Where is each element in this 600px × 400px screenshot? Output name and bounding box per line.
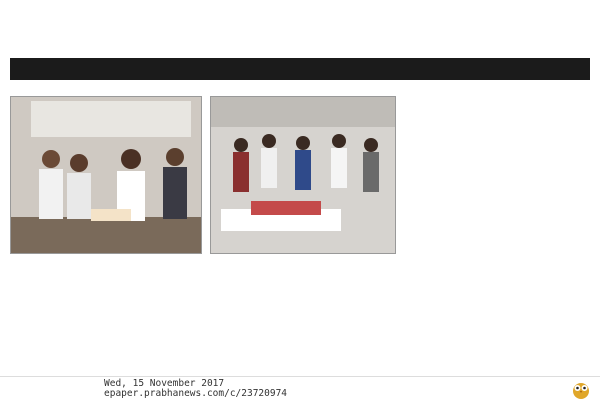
photo-blood-donors-image	[211, 97, 396, 254]
publication-date: Wed, 15 November 2017	[104, 378, 225, 389]
headline	[4, 4, 596, 56]
subheading-bar	[10, 58, 590, 80]
photo-cake-cutting-image	[11, 97, 202, 254]
owl-icon	[570, 378, 592, 400]
photo-cake-cutting	[10, 96, 202, 254]
article-column-right	[406, 96, 594, 378]
masthead-logo-text	[6, 381, 62, 395]
photo-caption-1	[10, 256, 202, 272]
article-column-middle	[210, 276, 398, 378]
masthead-logo	[6, 380, 62, 399]
newspaper-clipping	[4, 4, 596, 374]
epaper-meta	[104, 379, 287, 399]
epaper-url[interactable]: epaper.prabhanews.com/c/23720974	[104, 388, 288, 399]
article-column-left	[10, 276, 202, 378]
photo-blood-donors	[210, 96, 396, 254]
epaper-footer	[0, 376, 600, 400]
photo-caption-2	[210, 256, 396, 272]
